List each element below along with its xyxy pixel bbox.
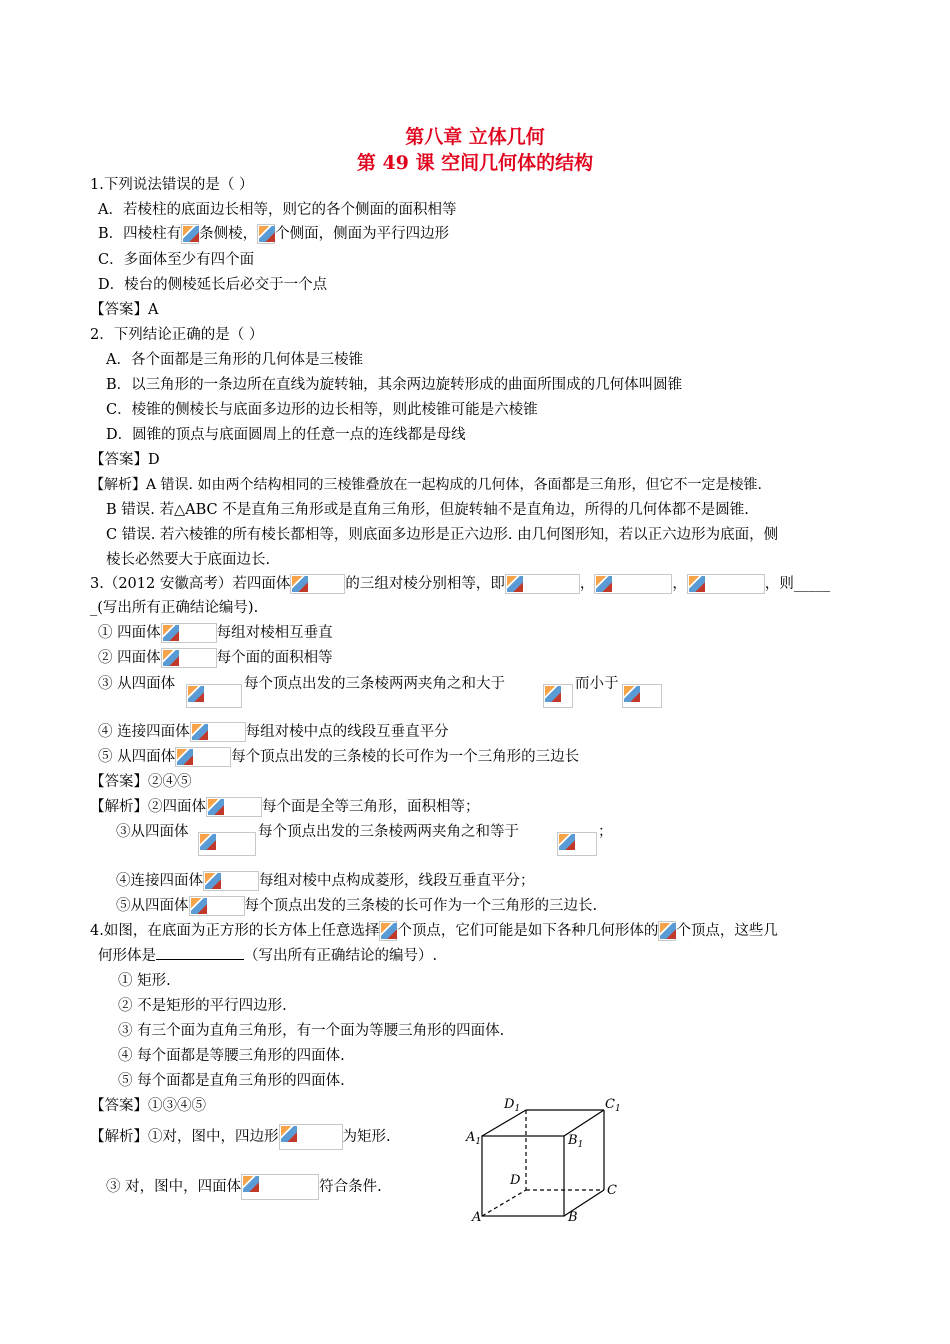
q2-analysis-4: 棱长必然要大于底面边长. <box>106 552 271 568</box>
q3-option-3-cont: 每个顶点出发的三条棱两两夹角之和大于 <box>244 676 505 692</box>
q2-answer: 【答案】D <box>90 452 160 468</box>
formula-image-icon <box>161 623 217 643</box>
label-D1: $D_1$ <box>504 1097 521 1114</box>
q2-option-a: A．各个面都是三角形的几何体是三棱锥 <box>106 352 363 368</box>
q3-analysis-2-end: ； <box>598 824 613 840</box>
formula-image-icon <box>557 832 597 856</box>
q4-stem: 4.如图，在底面为正方形的长方体上任意选择 个顶点，它们可能是如下各种几何形体的 个顶点，这些几 <box>90 923 778 939</box>
q1-option-d: D．棱台的侧棱延长后必交于一个点 <box>98 277 328 293</box>
q3-stem-cont: _(写出所有正确结论编号). <box>90 600 259 616</box>
label-C1: $C_1$ <box>605 1097 621 1114</box>
q4-analysis-1: 【解析】①对，图中，四边形 为矩形. <box>90 1124 391 1150</box>
formula-image-icon <box>189 896 245 916</box>
q2-stem: 2．下列结论正确的是（ ） <box>90 327 264 343</box>
q4-analysis-2: ③ 对，图中，四面体 符合条件. <box>106 1174 382 1200</box>
q3-analysis-2: ③从四面体 <box>116 824 189 840</box>
formula-image-icon <box>161 648 217 668</box>
formula-image-icon <box>257 224 275 244</box>
q4-option-1: ① 矩形. <box>118 973 171 989</box>
formula-image-icon <box>175 747 231 767</box>
q2-option-c: C．棱锥的侧棱长与底面多边形的边长相等，则此棱锥可能是六棱锥 <box>106 402 538 418</box>
q3-option-3-text: ③ 从四面体 <box>98 676 176 692</box>
q3-analysis-2-cont: 每个顶点出发的三条棱两两夹角之和等于 <box>258 824 519 840</box>
q3-option-2: ② 四面体 每个面的面积相等 <box>98 650 333 666</box>
formula-image-icon <box>290 574 345 594</box>
formula-image-icon <box>594 574 672 594</box>
q4-option-3: ③ 有三个面为直角三角形，有一个面为等腰三角形的四面体. <box>118 1023 505 1039</box>
q4-stem-cont: 何形体是 （写出所有正确结论的编号）. <box>98 948 438 964</box>
formula-image-icon <box>203 871 259 891</box>
q2-analysis-3: C 错误. 若六棱锥的所有棱长都相等，则底面多边形是正六边形. 由几何图形知，若以正六边形为底面，侧 <box>106 527 779 543</box>
q2-option-b: B．以三角形的一条边所在直线为旋转轴，其余两边旋转形成的曲面所围成的几何体叫圆锥 <box>106 377 683 393</box>
label-D: D <box>510 1173 521 1188</box>
q4-answer: 【答案】①③④⑤ <box>90 1098 206 1114</box>
label-C: C <box>607 1183 617 1198</box>
q4-option-5: ⑤ 每个面都是直角三角形的四面体. <box>118 1073 345 1089</box>
formula-image-icon <box>190 722 246 742</box>
label-B: B <box>568 1210 578 1225</box>
q2-analysis-2: B 错误. 若△ABC 不是直角三角形或是直角三角形，但旋转轴不是直角边，所得的几何体都不是圆锥. <box>106 502 749 518</box>
formula-image-icon <box>543 684 573 708</box>
formula-image-icon <box>186 684 242 708</box>
q1-option-c: C．多面体至少有四个面 <box>98 252 255 268</box>
q1-option-b: B．四棱柱有 条侧棱， 个侧面，侧面为平行四边形 <box>98 226 450 242</box>
q3-option-3-mid: 而小于 <box>575 676 619 692</box>
formula-image-icon <box>279 1124 343 1150</box>
q3-analysis-4: ⑤从四面体 每个顶点出发的三条棱的长可作为一个三角形的三边长. <box>116 898 598 914</box>
q4-option-2: ② 不是矩形的平行四边形. <box>118 998 287 1014</box>
label-A: A <box>472 1210 482 1225</box>
q2-analysis-1: 【解析】A 错误. 如由两个结构相同的三棱锥叠放在一起构成的几何体，各面都是三角形，但它不一定是棱锥. <box>90 477 762 493</box>
cuboid-figure <box>460 1090 630 1230</box>
q1-answer: 【答案】A <box>90 302 159 318</box>
formula-image-icon <box>505 574 580 594</box>
lesson-title: 第 49 课 空间几何体的结构 <box>356 152 594 174</box>
label-B1: $B_1$ <box>568 1133 584 1150</box>
formula-image-icon <box>181 224 199 244</box>
q3-stem: 3.（2012 安徽高考）若四面体 的三组对棱分别相等，即 ， ， ，则_____ <box>90 576 831 592</box>
q1-option-a: A．若棱柱的底面边长相等，则它的各个侧面的面积相等 <box>98 202 457 218</box>
chapter-title: 第八章 立体几何 <box>405 126 545 148</box>
formula-image-icon <box>379 921 397 941</box>
formula-image-icon <box>658 921 676 941</box>
q3-analysis-3: ④连接四面体 每组对棱中点构成菱形，线段互垂直平分； <box>116 873 535 889</box>
q3-option-5: ⑤ 从四面体 每个顶点出发的三条棱的长可作为一个三角形的三边长 <box>98 749 580 765</box>
label-A1: $A_1$ <box>466 1130 482 1147</box>
q3-option-4: ④ 连接四面体 每组对棱中点的线段互垂直平分 <box>98 724 449 740</box>
answer-blank[interactable] <box>156 959 244 960</box>
q4-option-4: ④ 每个面都是等腰三角形的四面体. <box>118 1048 345 1064</box>
formula-image-icon <box>622 684 662 708</box>
q3-analysis-1: 【解析】②四面体 每个面是全等三角形，面积相等； <box>90 799 480 815</box>
formula-image-icon <box>198 832 256 856</box>
q2-option-d: D．圆锥的顶点与底面圆周上的任意一点的连线都是母线 <box>106 427 466 443</box>
formula-image-icon <box>206 797 262 817</box>
formula-image-icon <box>241 1174 319 1200</box>
q3-option-1: ① 四面体 每组对棱相互垂直 <box>98 625 333 641</box>
formula-image-icon <box>687 574 765 594</box>
q1-stem: 1.下列说法错误的是（ ） <box>90 177 254 193</box>
q3-answer: 【答案】②④⑤ <box>90 774 192 790</box>
